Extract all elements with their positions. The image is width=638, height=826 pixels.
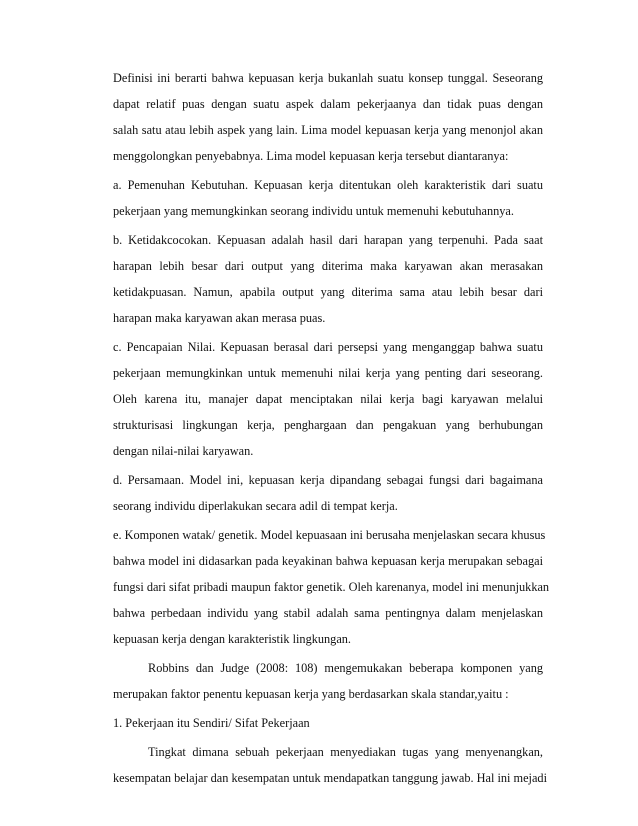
- text-line: salah satu atau lebih aspek yang lain. Lima model kepuasan kerja yang menonjol akan: [113, 123, 543, 137]
- text-line: strukturisasi lingkungan kerja, penghargaan dan pengakuan yang berhubungan: [113, 418, 543, 432]
- text-line: a. Pemenuhan Kebutuhan. Kepuasan kerja ditentukan oleh karakteristik dari suatu: [113, 178, 543, 192]
- text-line: harapan maka karyawan akan merasa puas.: [113, 311, 326, 325]
- text-line: ketidakpuasan. Namun, apabila output yang diterima sama atau lebih besar dari: [113, 285, 543, 299]
- text-line: merupakan faktor penentu kepuasan kerja yang berdasarkan skala standar,yaitu :: [113, 687, 509, 701]
- text-line: dapat relatif puas dengan suatu aspek dalam pekerjaanya dan tidak puas dengan: [113, 97, 543, 111]
- text-line: kesempatan belajar dan kesempatan untuk mendapatkan tanggung jawab. Hal ini mejadi: [113, 771, 547, 785]
- text-line: harapan lebih besar dari output yang diterima maka karyawan akan merasakan: [113, 259, 543, 273]
- text-line: Robbins dan Judge (2008: 108) mengemukakan beberapa komponen yang: [148, 661, 543, 675]
- text-line: bahwa perbedaan individu yang stabil adalah sama pentingnya dalam menjelaskan: [113, 606, 543, 620]
- text-line: pekerjaan yang memungkinkan seorang individu untuk memenuhi kebutuhannya.: [113, 204, 514, 218]
- text-line: b. Ketidakcocokan. Kepuasan adalah hasil dari harapan yang terpenuhi. Pada saat: [113, 233, 543, 247]
- text-line: d. Persamaan. Model ini, kepuasan kerja dipandang sebagai fungsi dari bagaimana: [113, 473, 543, 487]
- text-line: c. Pencapaian Nilai. Kepuasan berasal dari persepsi yang menganggap bahwa suatu: [113, 340, 543, 354]
- text-line: Tingkat dimana sebuah pekerjaan menyediakan tugas yang menyenangkan,: [148, 745, 543, 759]
- text-line: pekerjaan memungkinkan untuk memenuhi nilai kerja yang penting dari seseorang.: [113, 366, 543, 380]
- text-line: dengan nilai-nilai karyawan.: [113, 444, 254, 458]
- text-line: Definisi ini berarti bahwa kepuasan kerja bukanlah suatu konsep tunggal. Seseorang: [113, 71, 543, 85]
- text-line: fungsi dari sifat pribadi maupun faktor genetik. Oleh karenanya, model ini menunjukkan: [113, 580, 550, 594]
- text-line: e. Komponen watak/ genetik. Model kepuasaan ini berusaha menjelaskan secara khusus: [113, 528, 546, 542]
- text-line: bahwa model ini didasarkan pada keyakinan bahwa kepuasan kerja merupakan sebagai: [113, 554, 543, 568]
- text-line: seorang individu diperlakukan secara adil di tempat kerja.: [113, 499, 398, 513]
- text-line: menggolongkan penyebabnya. Lima model kepuasan kerja tersebut diantaranya:: [113, 149, 509, 163]
- text-line: kepuasan kerja dengan karakteristik lingkungan.: [113, 632, 351, 646]
- text-line: Oleh karena itu, manajer dapat menciptakan nilai kerja bagi karyawan melalui: [113, 392, 543, 406]
- section-heading: 1. Pekerjaan itu Sendiri/ Sifat Pekerjaan: [113, 716, 310, 730]
